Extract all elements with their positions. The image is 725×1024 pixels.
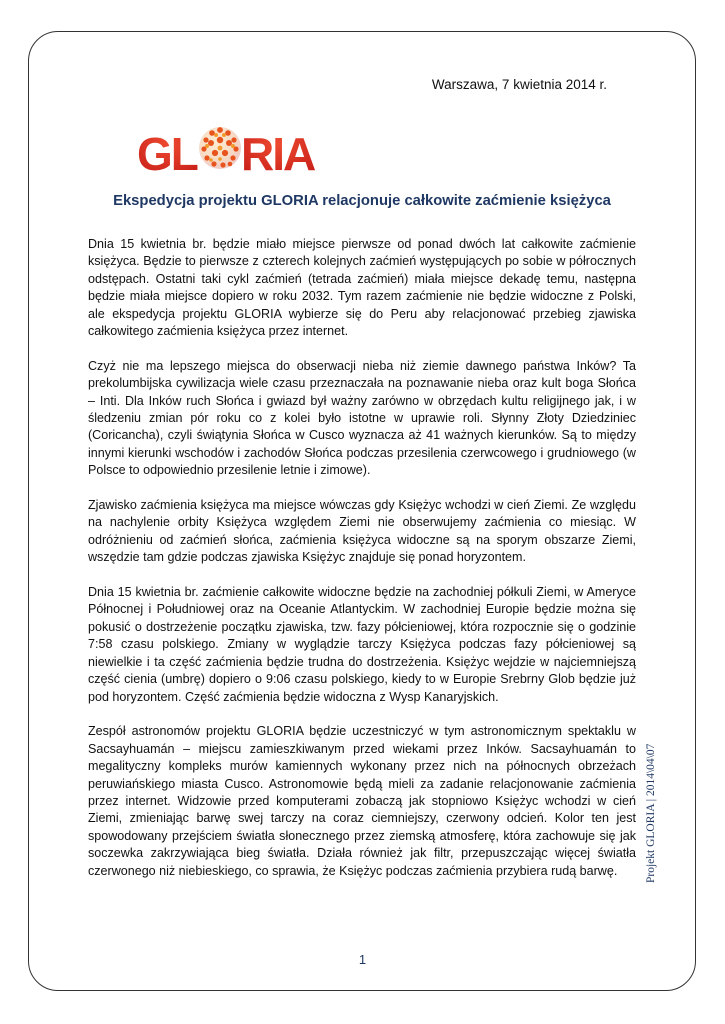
- article-body: [88, 236, 636, 897]
- paragraph: Dnia 15 kwietnia br. będzie miało miejsce pierwsze od ponad dwóch lat całkowite zaćmienie księżyca. Będzie to pierwsze z czterech kolejnych zaćmień występujących po sobie w półrocznych odstępach. Ostatni taki cykl zaćmień (tetrada zaćmień) miała miejsce dekadę temu, następna będzie miała miejsce dopiero w roku 2032. Tym razem zaćmienie nie będzie widoczne z Polski, ale ekspedycja projektu GLORIA wybierze się do Peru aby relacjonować przebieg zjawiska całkowitego zaćmienia księżyca przez internet.: [88, 237, 636, 339]
- globe-icon: [199, 127, 241, 169]
- gloria-logo: [137, 112, 315, 180]
- logo-text-left: GL: [137, 128, 197, 180]
- paragraph: Zjawisko zaćmienia księżyca ma miejsce wówczas gdy Księżyc wchodzi w cień Ziemi. Ze względu na nachylenie orbity Księżyca względem Ziemi nie obserwujemy zaćmienia co miesiąc. W odróżnieniu od zaćmień słońca, zaćmienia księżyca widoczne są na sporym obszarze Ziemi, wszędzie tam gdzie podczas zjawiska Księżyc znajduje się ponad horyzontem.: [88, 498, 636, 565]
- page-number: 1: [358, 952, 367, 967]
- document-date: Warszawa, 7 kwietnia 2014 r.: [431, 77, 607, 92]
- paragraph: Zespół astronomów projektu GLORIA będzie uczestniczyć w tym astronomicznym spektaklu w Sacsayhuamán – miejscu zamieszkiwanym przed wiekami przez Inków. Sacsayhuamán to megalityczny kompleks murów kamiennych wykonany przez nich na północnych obrzeżach peruwiańskiego miasta Cusco. Astronomowie będą mieli za zadanie relacjonowanie zaćmienia przez internet. Widzowie przed komputerami zobaczą jak stopniowo Księżyc wchodzi w cień Ziemi, zmieniając barwę swej tarczy na coraz ciemniejszy, czerwony odcień. Kolor ten jest spowodowany przejściem światła słonecznego przez ziemską atmosferę, która zachowuje się jak soczewka zakrzywiająca bieg światła. Działa również jak filtr, przepuszczając więcej światła czerwonego niż niebieskiego, co sprawia, że Księżyc podczas zaćmienia przybiera rudą barwę.: [88, 724, 636, 878]
- paragraph: Dnia 15 kwietnia br. zaćmienie całkowite widoczne będzie na zachodniej półkuli Ziemi, w Ameryce Północnej i Południowej oraz na Oceanie Atlantyckim. W zachodniej Europie będzie można się pokusić o dostrzeżenie początku zjawiska, tzw. fazy półcieniowej, która rozpocznie się o godzinie 7:58 czasu polskiego. Zmiany w wyglądzie tarczy Księżyca podczas fazy półcieniowej są niewielkie i ta część zaćmienia będzie trudna do dostrzeżenia. Księżyc wejdzie w najciemniejszą część cienia (umbrę) dopiero o 9:06 czasu polskiego, kiedy to w Europie Srebrny Glob będzie już pod horyzontem. Część zaćmienia będzie widoczna z Wysp Kanaryjskich.: [88, 585, 636, 704]
- document-title: Ekspedycja projektu GLORIA relacjonuje całkowite zaćmienie księżyca: [113, 193, 611, 209]
- logo-text-right: RIA: [241, 128, 315, 180]
- project-side-label: Projekt GLORIA | 2014\04\07: [645, 743, 657, 883]
- paragraph: Czyż nie ma lepszego miejsca do obserwacji nieba niż ziemie dawnego państwa Inków? Ta prekolumbijska cywilizacja wiele czasu przeznaczała na poznawanie nieba oraz kult boga Słońca – Inti. Dla Inków ruch Słońca i gwiazd był ważny zarówno w obrzędach kultu religijnego jak, i w śledzeniu zmian pór roku co z kolei było istotne w uprawie roli. Słynny Złoty Dziedziniec (Coricancha), czyli świątynia Słońca w Cusco wyznacza aż 41 ważnych kierunków. Są to między innymi kierunki wschodów i zachodów Słońca podczas przesilenia czerwcowego i grudniowego (w Polsce to odpowiednio przesilenie letnie i zimowe).: [88, 358, 636, 478]
